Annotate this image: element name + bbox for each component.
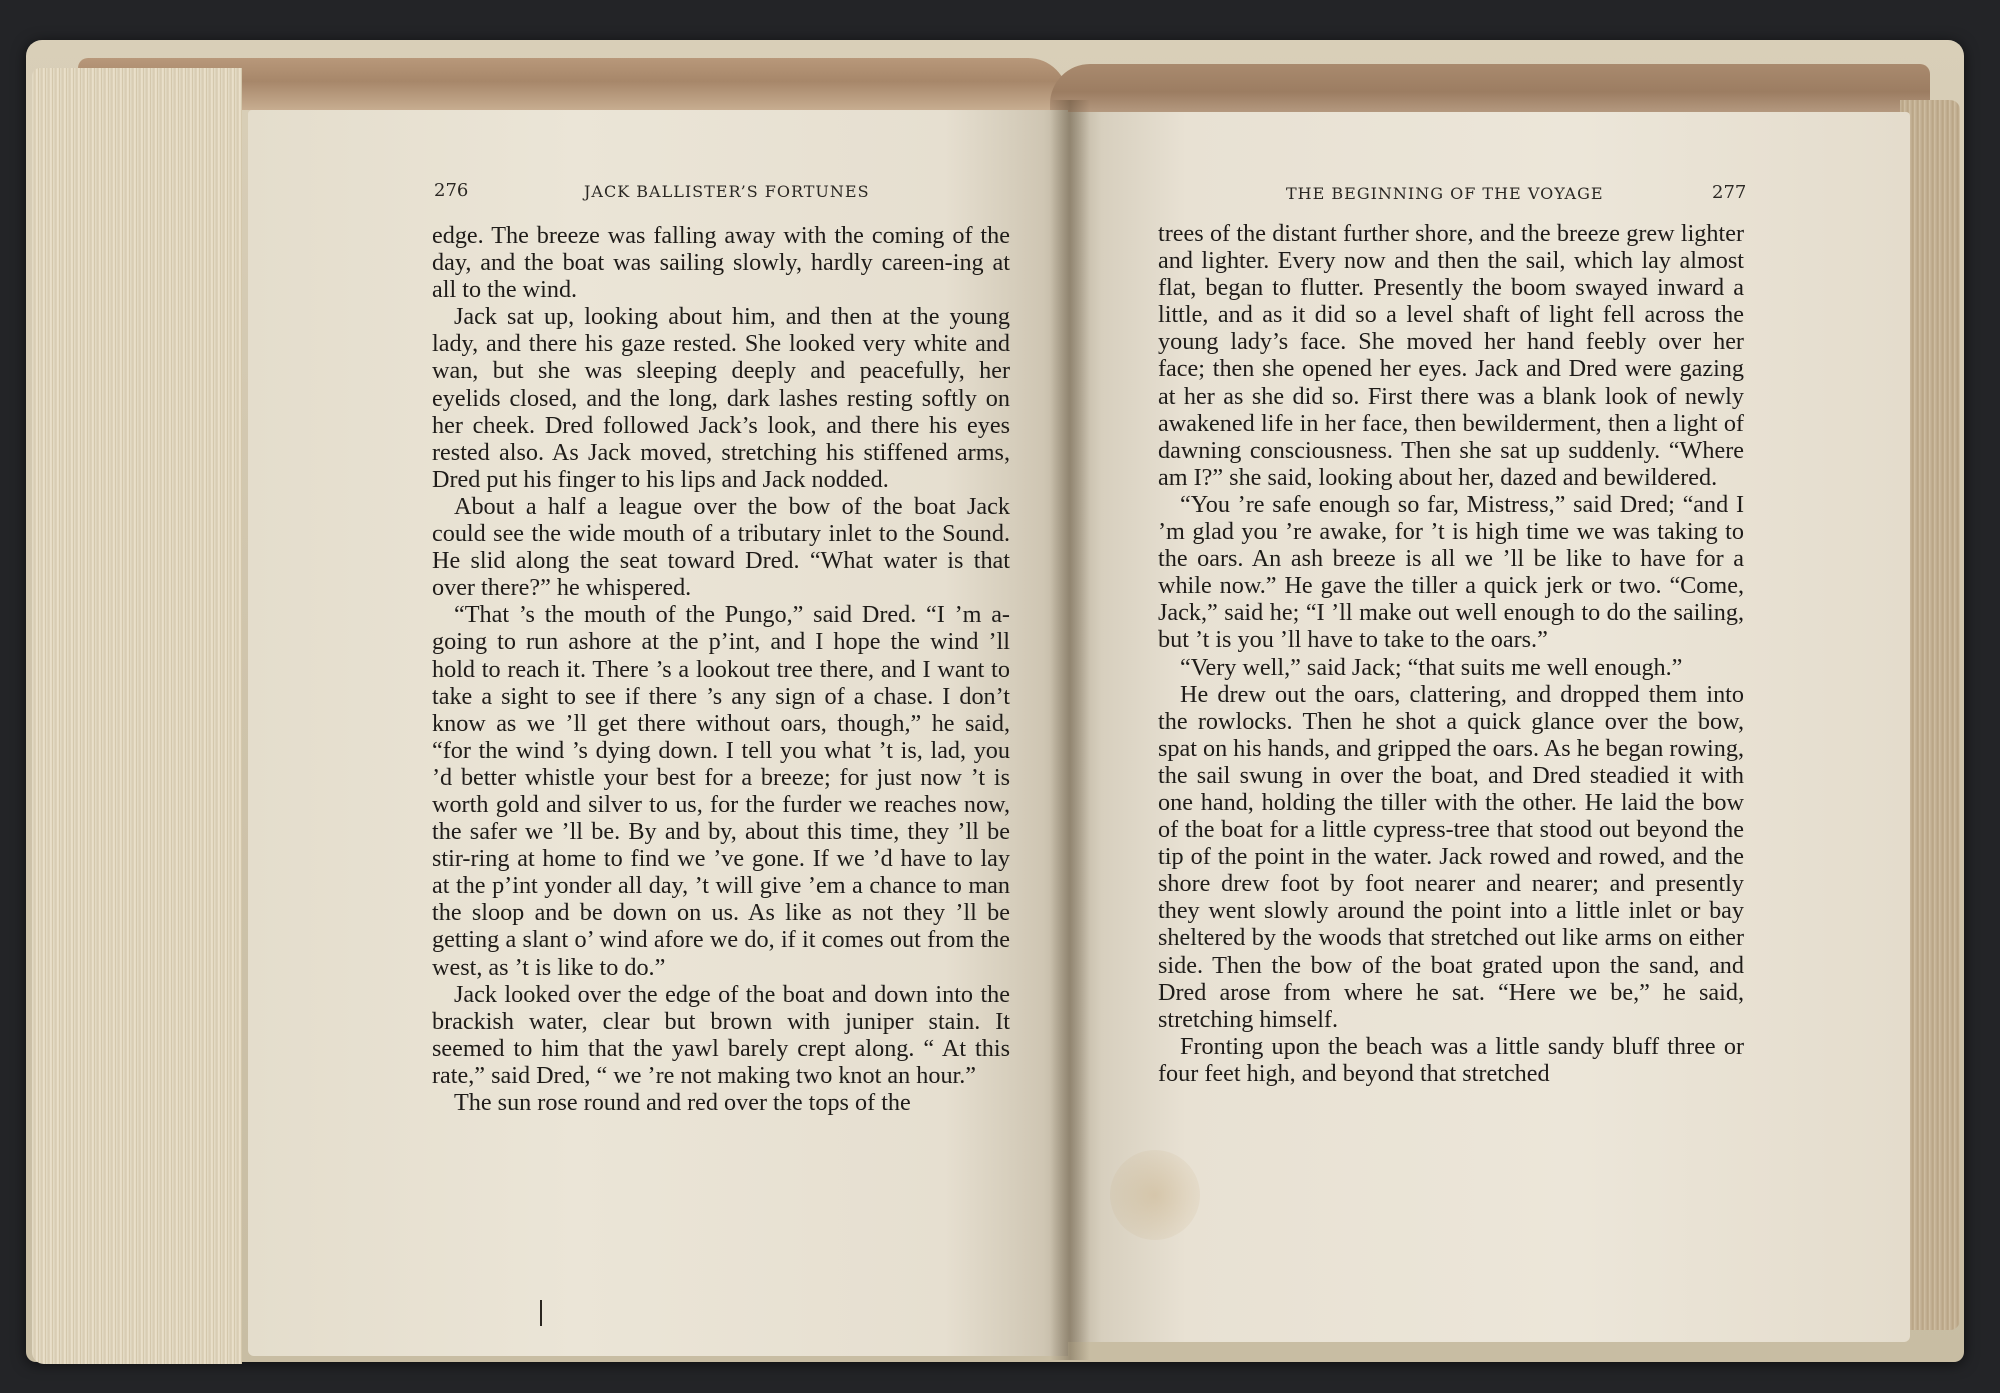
running-head-left: JACK BALLISTER’S FORTUNES [584,182,870,201]
paragraph: trees of the distant further shore, and the breeze grew lighter and lighter. Every now and then the sail, which lay almost flat, began to flutter. Presently the boom swayed inward a little, and as it did so a level shaft of light fell across the young lady’s face. She moved her hand feebly over her face; then she opened her eyes. Jack and Dred were gazing at her as she did so. First there was a blank look of newly awakened life in her face, then bewilderment, then a light of dawning consciousness. Then she sat up suddenly. “Where am I?” she said, looking about her, dazed and bewildered. [1158,220,1744,491]
pencil-mark [540,1300,542,1326]
right-page [1068,112,1910,1342]
paragraph: Jack looked over the edge of the boat and down into the brackish water, clear but brown with juniper stain. It seemed to him that the yawl barely crept along. “ At this rate,” said Dred, “ we ’re not making two knot an hour.” [432,980,1010,1089]
left-page [248,110,1068,1356]
paragraph: “Very well,” said Jack; “that suits me well enough.” [1180,653,1683,681]
foxing-stain [1110,1150,1200,1240]
running-head-right: THE BEGINNING OF THE VOYAGE [1286,184,1604,203]
right-page-text [1158,220,1744,1087]
paragraph: He drew out the oars, clattering, and dropped them into the rowlocks. Then he shot a quick glance over the bow, spat on his hands, and gripped the oars. As he began rowing, the sail swung in over the boat, and Dred steadied it with one hand, holding the tiller with the other. He laid the bow of the boat for a little cypress-tree that stood out beyond the tip of the point in the water. Jack rowed and rowed, and the shore drew foot by foot nearer and nearer; and presently they went slowly around the point into a little inlet or bay sheltered by the woods that stretched out like arms on either side. Then the bow of the boat grated upon the sand, and Dred arose from where he sat. “Here we be,” he said, stretching himself. [1158,680,1744,1033]
paragraph: Fronting upon the beach was a little sandy bluff three or four feet high, and beyond that stretched [1158,1032,1744,1087]
paragraph: The sun rose round and red over the tops of the [454,1089,911,1116]
page-number-right: 277 [1712,182,1747,203]
paragraph: Jack sat up, looking about him, and then at the young lady, and there his gaze rested. She looked very white and wan, but she was sleeping deeply and peacefully, her eyelids closed, and the long, dark lashes resting softly on her cheek. Dred followed Jack’s look, and there his eyes rested also. As Jack moved, stretching his stiffened arms, Dred put his finger to his lips and Jack nodded. [432,303,1010,493]
spine-gutter [1050,100,1090,1360]
paragraph: “You ’re safe enough so far, Mistress,” said Dred; “and I ’m glad you ’re awake, for ’t is high time we was taking to the oars. An ash breeze is all we ’ll be like to have for a while now.” He gave the tiller a quick jerk or two. “Come, Jack,” said he; “I ’ll make out well enough to do the sailing, but ’t is you ’ll have to take to the oars.” [1158,490,1744,654]
page-edges-left [32,68,242,1364]
left-page-text [432,222,1010,1116]
paragraph: About a half a league over the bow of the boat Jack could see the wide mouth of a tributary inlet to the Sound. He slid along the seat toward Dred. “What water is that over there?” he whispered. [432,492,1010,602]
paragraph: “That ’s the mouth of the Pungo,” said Dred. “I ’m a-going to run ashore at the p’int, and I hope the wind ’ll hold to reach it. There ’s a lookout tree there, and I want to take a sight to see if there ’s any sign of a chase. I don’t know as we ’ll get there without oars, though,” he said, “for the wind ’s dying down. I tell you what ’t is, lad, you ’d better whistle your best for a breeze; for just now ’t is worth gold and silver to us, for the furder we reaches now, the safer we ’ll be. By and by, about this time, they ’ll be stir-ring at home to find we ’ve gone. If we ’d have to lay at the p’int yonder all day, ’t will give ’em a chance to man the sloop and be down on us. As like as not they ’ll be getting a slant o’ wind afore we do, if it comes out from the west, as ’t is like to do.” [432,601,1010,981]
paragraph: edge. The breeze was falling away with the coming of the day, and the boat was sailing slowly, hardly careen-ing at all to the wind. [432,222,1010,304]
page-number-left: 276 [434,180,469,201]
